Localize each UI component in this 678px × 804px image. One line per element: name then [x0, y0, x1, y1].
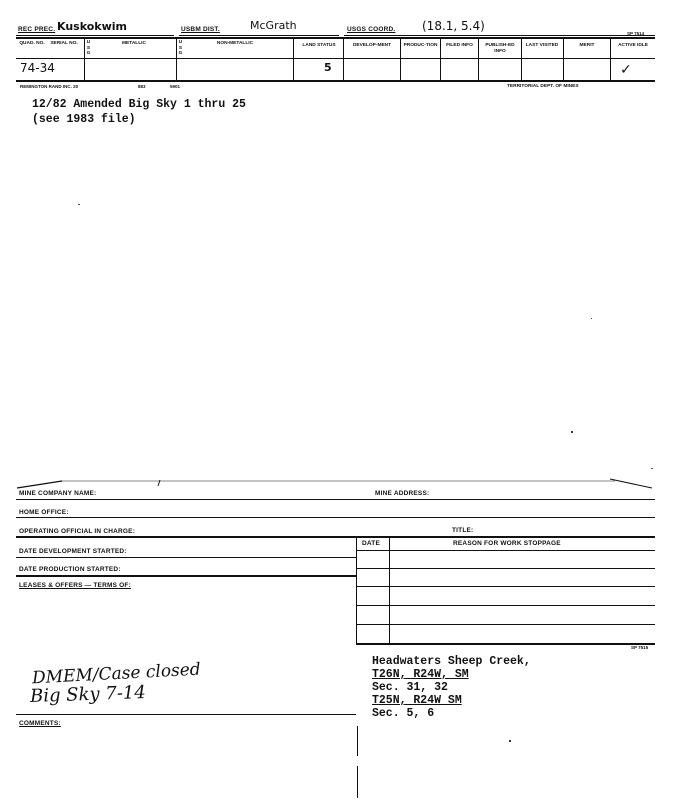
rec-prec-label: REC PREC. [18, 26, 56, 33]
quad-serial-value: 74-34 [20, 61, 55, 75]
rec-prec-value: Kuskokwim [57, 20, 127, 33]
comments-divider [357, 726, 358, 756]
grid-header-bottom-rule [16, 58, 655, 59]
note-line-2: (see 1983 file) [32, 113, 136, 126]
land-status-value: 5 [324, 61, 332, 74]
printer-imprint: REMINGTON RAND INC. 20 [20, 84, 79, 89]
grid-col-divider [84, 38, 85, 80]
stoppage-divider [356, 537, 357, 643]
grid-col-divider [293, 38, 294, 80]
grid-col-divider [478, 38, 479, 80]
col-production: PRODUC-TION [403, 43, 438, 48]
printer-code-1: 883 [138, 84, 146, 89]
location-line-3: Sec. 31, 32 [372, 681, 448, 694]
leases-offers-label: LEASES & OFFERS — TERMS OF: [19, 582, 131, 589]
row-rule [16, 575, 356, 577]
usbm-dist-label: USBM DIST. [181, 26, 220, 33]
stoppage-rule [356, 605, 655, 606]
col-usg-nonmetallic: U S G [178, 40, 183, 56]
col-quad-no: QUAD. NO. [19, 41, 45, 46]
col-serial-no: SERIAL NO. [50, 41, 78, 46]
row-rule [16, 517, 655, 518]
speck [509, 740, 511, 742]
col-active-idle: ACTIVE IDLE [618, 43, 648, 48]
date-column-header: DATE [362, 540, 381, 547]
form-code-top: SP 7514 [627, 31, 645, 36]
form-code-bottom: SP 7515 [631, 645, 649, 650]
grid-col-divider [610, 38, 611, 80]
usbm-dist-value: McGrath [250, 19, 297, 32]
handwritten-note-1: DMEM/Case closed [31, 659, 202, 689]
mine-company-name-label: MINE COMPANY NAME: [19, 490, 97, 497]
speck [591, 318, 592, 319]
col-filed-info: FILED INFO [446, 43, 473, 48]
department-imprint: TERRITORIAL DEPT. OF MINES [507, 84, 579, 89]
grid-col-divider [521, 38, 522, 80]
grid-bottom-rule [16, 80, 655, 82]
handwritten-note-2: Big Sky 7-14 [29, 681, 147, 708]
stoppage-rule [356, 624, 655, 625]
header-rule-3 [344, 35, 655, 36]
date-development-started-label: DATE DEVELOPMENT STARTED: [19, 548, 127, 555]
card-edge-line [610, 479, 652, 488]
mine-address-label: MINE ADDRESS: [375, 490, 430, 497]
row-rule [16, 557, 356, 558]
home-office-label: HOME OFFICE: [19, 509, 69, 516]
card-edge [0, 470, 678, 500]
stoppage-divider [389, 537, 390, 643]
location-line-2: T26N, R24W, SM [372, 668, 469, 681]
speck [571, 431, 573, 433]
col-non-metallic: NON-METALLIC [216, 41, 254, 46]
stoppage-rule [356, 550, 655, 551]
comments-divider [357, 766, 358, 798]
grid-col-divider [400, 38, 401, 80]
col-published-info: PUBLISH-ED INFO [485, 43, 515, 54]
card-edge-line [17, 481, 62, 488]
col-development: DEVELOP-MENT [352, 43, 392, 48]
note-line-1: 12/82 Amended Big Sky 1 thru 25 [32, 98, 246, 111]
comments-label: COMMENTS: [19, 720, 61, 727]
row-rule [16, 536, 655, 538]
row-rule [16, 714, 356, 715]
operating-official-label: OPERATING OFFICIAL IN CHARGE: [19, 528, 136, 535]
location-line-1: Headwaters Sheep Creek, [372, 655, 531, 668]
stoppage-rule [356, 643, 655, 645]
grid-col-divider [440, 38, 441, 80]
usgs-coord-value: (18.1, 5.4) [422, 19, 485, 33]
title-label: TITLE: [452, 527, 474, 534]
stoppage-rule [356, 586, 655, 587]
col-last-visited: LAST VISITED [525, 43, 559, 48]
col-merit: MERIT [579, 43, 595, 48]
active-idle-mark: ✓ [620, 62, 632, 78]
col-land-status: LAND STATUS [302, 43, 336, 48]
col-usg-metallic: U S G [86, 40, 91, 56]
reason-column-header: REASON FOR WORK STOPPAGE [453, 540, 561, 547]
header-rule-1 [16, 35, 174, 36]
date-production-started-label: DATE PRODUCTION STARTED: [19, 566, 121, 573]
grid-col-divider [563, 38, 564, 80]
grid-col-divider [343, 38, 344, 80]
usgs-coord-label: USGS COORD. [347, 26, 396, 33]
speck [651, 468, 653, 469]
stoppage-rule [356, 568, 655, 569]
grid-top-rule [16, 37, 655, 39]
location-line-4: T25N, R24W SM [372, 694, 462, 707]
location-line-5: Sec. 5, 6 [372, 707, 435, 720]
row-rule [16, 499, 655, 500]
printer-code-2: 5901 [170, 84, 181, 89]
col-metallic: METALLIC [122, 41, 146, 46]
speck [78, 204, 80, 205]
grid-col-divider [176, 38, 177, 80]
header-rule-2 [179, 35, 339, 36]
